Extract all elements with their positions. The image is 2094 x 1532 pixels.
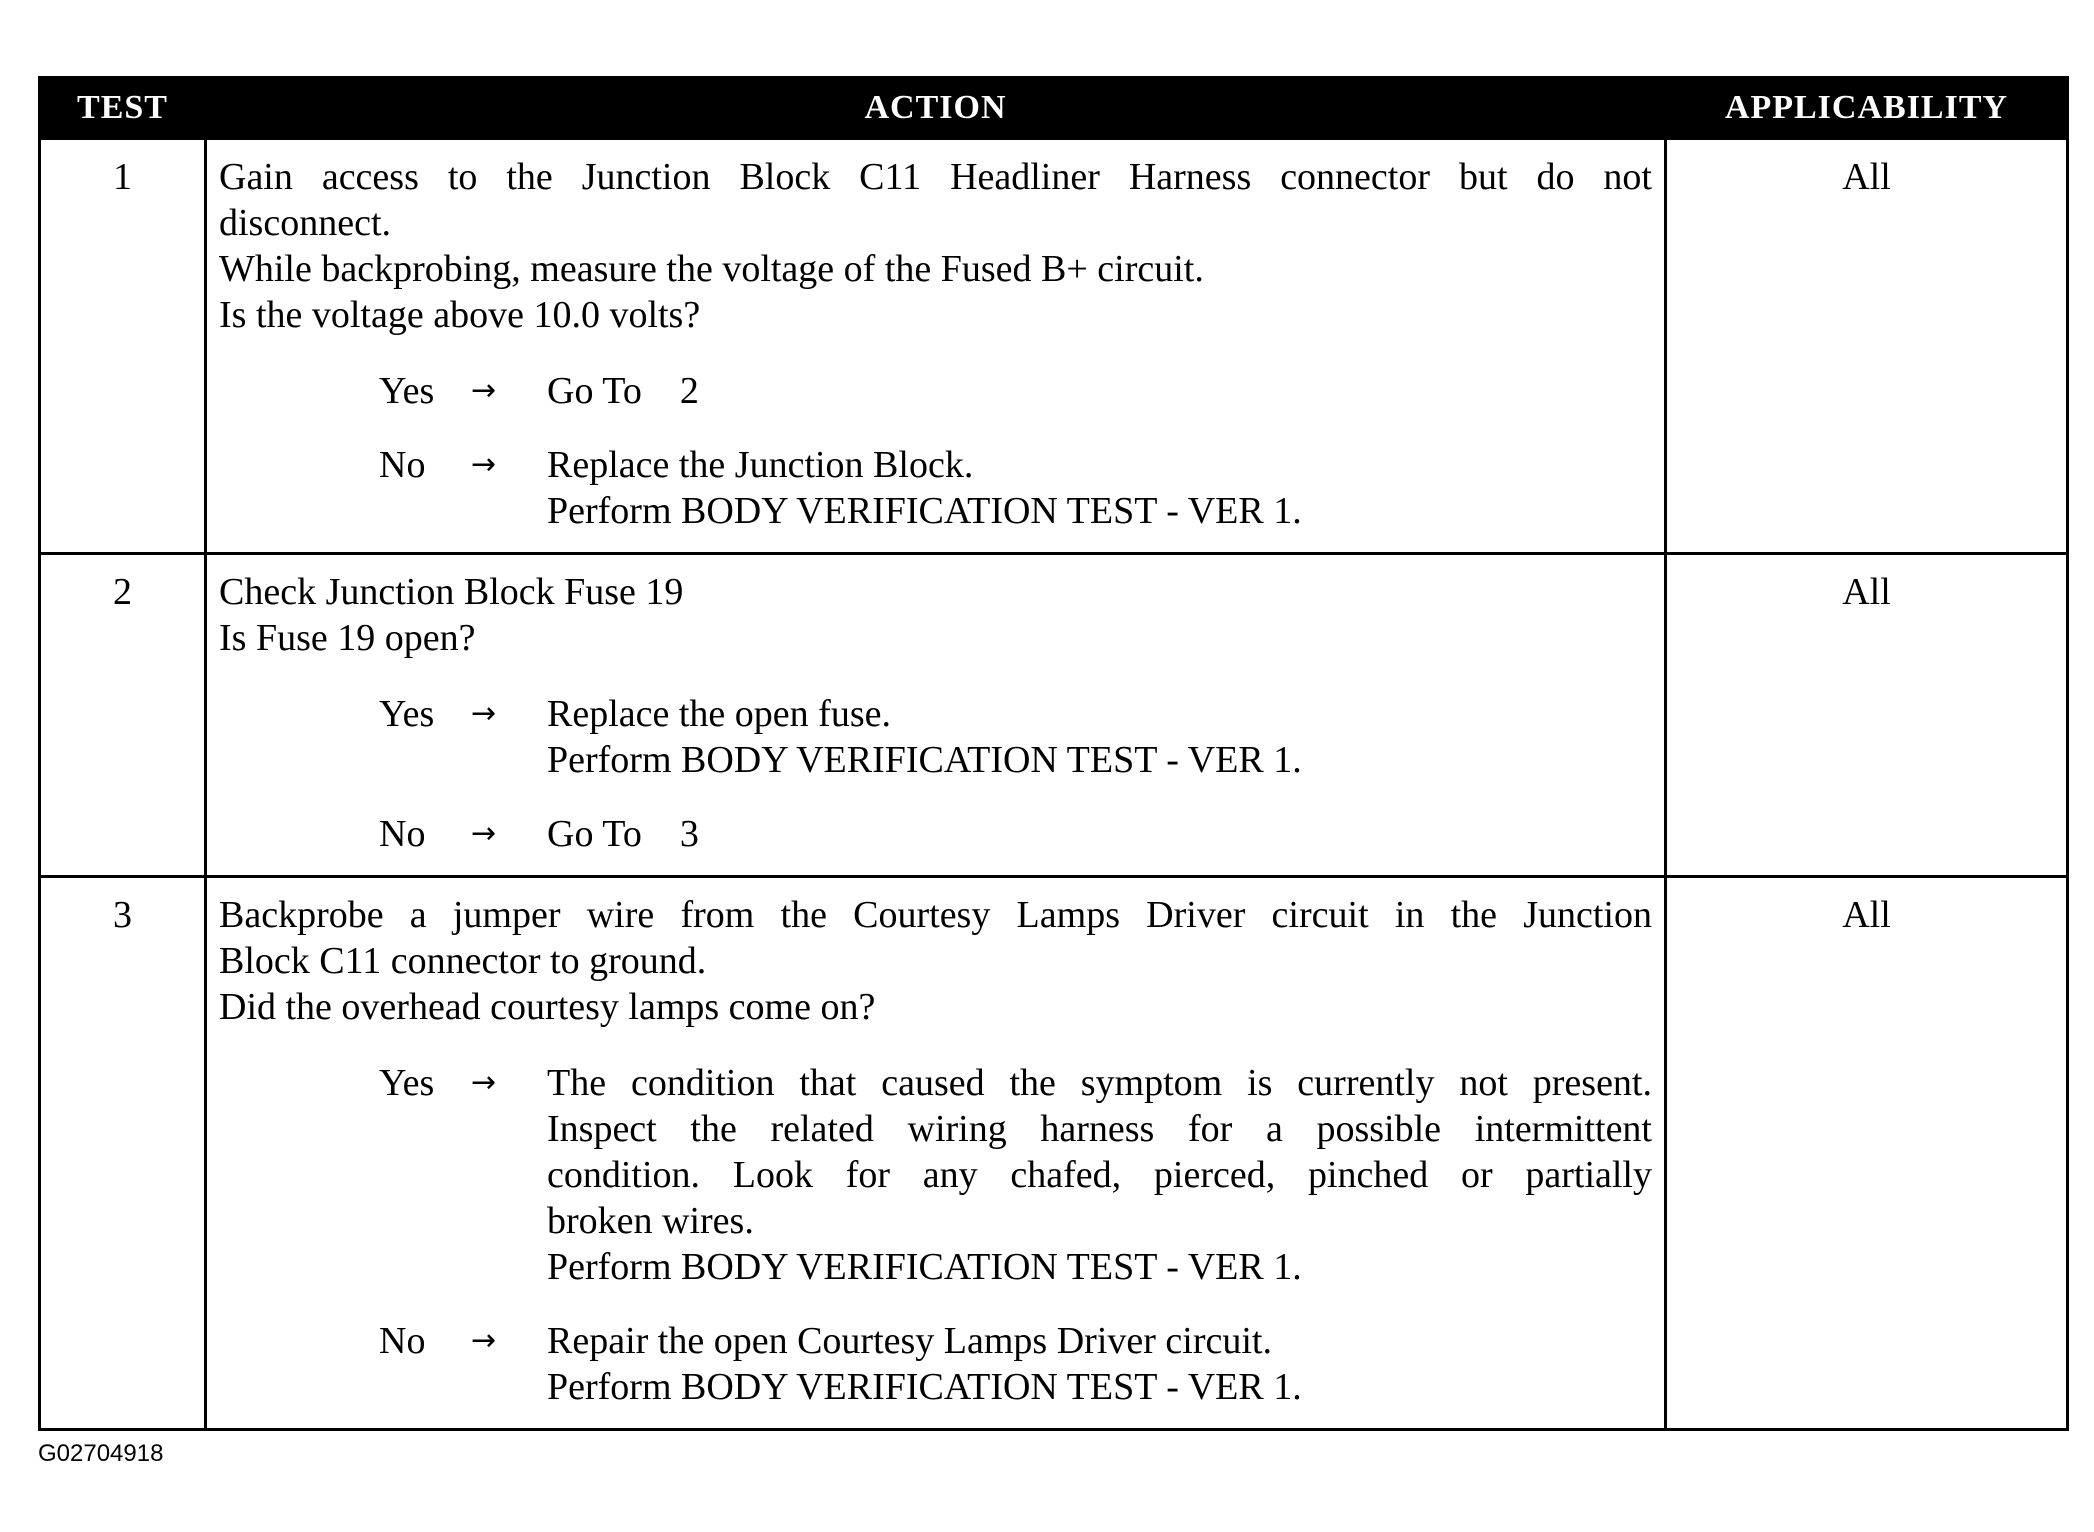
action-prompt: [219, 569, 1652, 661]
diagnostic-table-container: [38, 76, 2066, 1431]
applicability-value: All: [1666, 139, 2068, 554]
figure-id: G02704918: [38, 1440, 164, 1467]
yes-label: Yes: [379, 370, 435, 412]
arrow-right-icon: →: [471, 373, 497, 408]
arrow-right-icon: →: [471, 696, 497, 731]
yes-branch: [379, 1060, 1652, 1290]
result-line: Perform BODY VERIFICATION TEST - VER 1.: [547, 1366, 1302, 1408]
test-number: 2: [40, 554, 206, 877]
result-line: Perform BODY VERIFICATION TEST - VER 1.: [547, 739, 1302, 781]
action-prompt: [219, 892, 1652, 1030]
result-line: Perform BODY VERIFICATION TEST - VER 1.: [547, 490, 1302, 532]
applicability-value: All: [1666, 877, 2068, 1430]
prompt-line: Backprobe a jumper wire from the Courtesy Lamps Driver circuit in the Junction: [219, 894, 1652, 936]
prompt-line: disconnect.: [219, 202, 392, 244]
yes-label: Yes: [379, 1062, 435, 1104]
goto-number: 3: [679, 813, 699, 855]
result-line: Perform BODY VERIFICATION TEST - VER 1.: [547, 1246, 1302, 1288]
no-branch: [379, 811, 1652, 857]
yes-result: [547, 368, 1652, 414]
result-line: Go To: [547, 813, 642, 855]
yes-result: [547, 691, 1652, 783]
table-header-row: [40, 78, 2068, 139]
no-result: [547, 442, 1652, 534]
no-branch: [379, 442, 1652, 534]
no-label: No: [379, 444, 426, 486]
diagnostic-test-table: [38, 76, 2069, 1431]
prompt-line: Check Junction Block Fuse 19: [219, 571, 684, 613]
action-cell: [206, 877, 1666, 1430]
test-number: 3: [40, 877, 206, 1430]
arrow-right-icon: →: [471, 447, 497, 482]
result-line: Replace the open fuse.: [547, 693, 891, 735]
header-applicability: APPLICABILITY: [1666, 78, 2068, 139]
yes-branch: [379, 368, 1652, 414]
branches: [219, 691, 1652, 857]
result-line: broken wires.: [547, 1200, 754, 1242]
result-line: The condition that caused the symptom is currently not present.: [547, 1062, 1652, 1104]
prompt-line: While backprobing, measure the voltage of the Fused B+ circuit.: [219, 248, 1204, 290]
no-label: No: [379, 813, 426, 855]
goto-number: 2: [679, 370, 699, 412]
action-prompt: [219, 154, 1652, 338]
yes-label: Yes: [379, 693, 435, 735]
header-action: ACTION: [206, 78, 1666, 139]
prompt-line: Did the overhead courtesy lamps come on?: [219, 986, 876, 1028]
test-number: 1: [40, 139, 206, 554]
no-result: [547, 1318, 1652, 1410]
result-line: Replace the Junction Block.: [547, 444, 974, 486]
action-cell: [206, 139, 1666, 554]
prompt-line: Gain access to the Junction Block C11 Headliner Harness connector but do not: [219, 156, 1652, 198]
applicability-value: All: [1666, 554, 2068, 877]
result-line: Go To: [547, 370, 642, 412]
prompt-line: Is Fuse 19 open?: [219, 617, 476, 659]
table-row: [40, 139, 2068, 554]
prompt-line: Is the voltage above 10.0 volts?: [219, 294, 701, 336]
arrow-right-icon: →: [471, 816, 497, 851]
header-test: TEST: [40, 78, 206, 139]
no-label: No: [379, 1320, 426, 1362]
yes-result: [547, 1060, 1652, 1290]
arrow-right-icon: →: [471, 1323, 497, 1358]
branches: [219, 1060, 1652, 1410]
yes-branch: [379, 691, 1652, 783]
no-result: [547, 811, 1652, 857]
no-branch: [379, 1318, 1652, 1410]
result-line: Inspect the related wiring harness for a possible intermittent: [547, 1108, 1652, 1150]
table-row: [40, 554, 2068, 877]
prompt-line: Block C11 connector to ground.: [219, 940, 707, 982]
action-cell: [206, 554, 1666, 877]
table-row: [40, 877, 2068, 1430]
result-line: Repair the open Courtesy Lamps Driver circuit.: [547, 1320, 1272, 1362]
branches: [219, 368, 1652, 534]
arrow-right-icon: →: [471, 1065, 497, 1100]
result-line: condition. Look for any chafed, pierced, pinched or partially: [547, 1154, 1652, 1196]
